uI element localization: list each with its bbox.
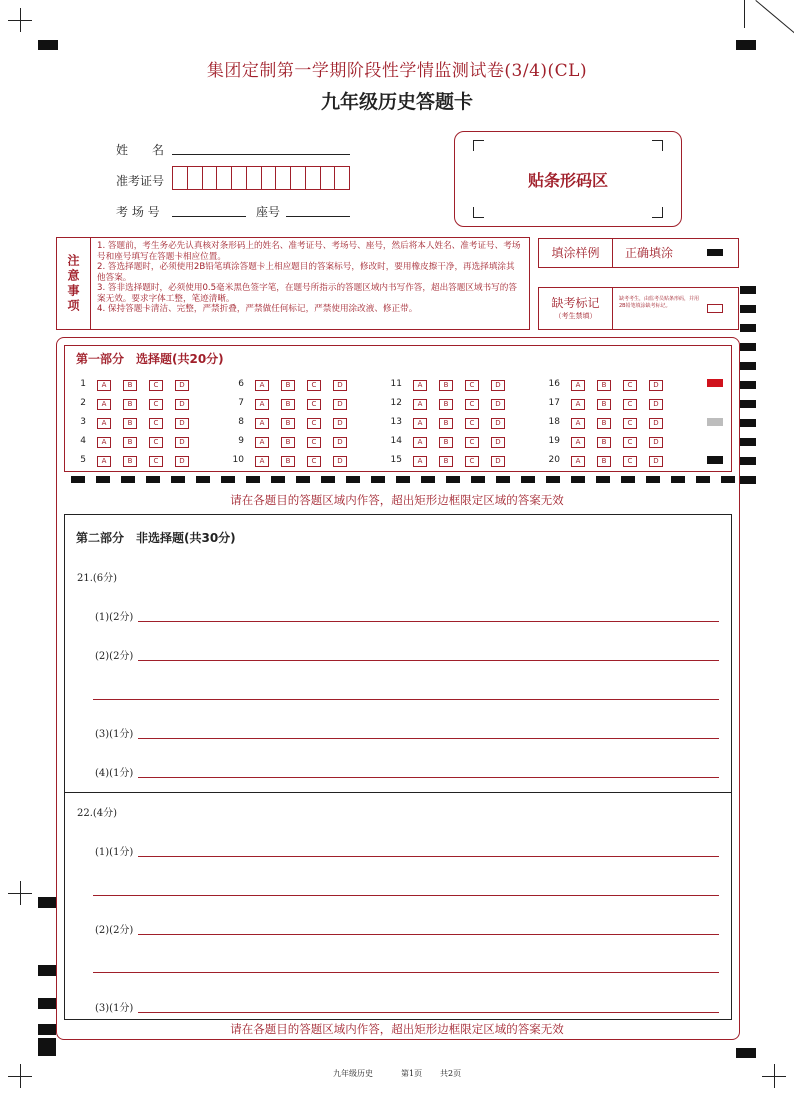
calibration-mark: [707, 379, 723, 387]
side-timing-mark: [740, 457, 756, 465]
mc-option-bubble[interactable]: D: [491, 456, 505, 467]
q22-sub1-label: (1)(1分): [95, 847, 134, 858]
alignment-mark: [736, 1048, 756, 1058]
mc-option-bubble[interactable]: B: [597, 418, 611, 429]
timing-mark: [321, 476, 335, 483]
timing-mark: [246, 476, 260, 483]
mc-option-bubble[interactable]: B: [123, 437, 137, 448]
mc-option-bubble[interactable]: B: [439, 456, 453, 467]
mc-option-bubble[interactable]: D: [175, 456, 189, 467]
mc-option-bubble[interactable]: C: [465, 418, 479, 429]
mc-option-bubble[interactable]: B: [281, 418, 295, 429]
timing-mark: [471, 476, 485, 483]
mc-option-bubble[interactable]: A: [97, 418, 111, 429]
seat-field[interactable]: [286, 216, 350, 217]
mc-option-bubble[interactable]: C: [623, 456, 637, 467]
timing-mark: [521, 476, 535, 483]
mc-question-number: 12: [390, 398, 402, 408]
mc-option-bubble[interactable]: B: [281, 437, 295, 448]
mc-option-bubble[interactable]: B: [123, 456, 137, 467]
mc-option-bubble[interactable]: A: [571, 380, 585, 391]
absent-checkbox[interactable]: [707, 304, 723, 313]
side-timing-mark: [740, 381, 756, 389]
mc-option-bubble[interactable]: C: [307, 437, 321, 448]
mc-question-number: 4: [80, 436, 86, 446]
mc-option-bubble[interactable]: A: [255, 437, 269, 448]
mc-option-bubble[interactable]: D: [491, 399, 505, 410]
q22-sub3-line[interactable]: [138, 1012, 719, 1013]
timing-mark: [96, 476, 110, 483]
mc-option-bubble[interactable]: A: [571, 437, 585, 448]
mc-question-number: 9: [238, 436, 244, 446]
part2-title: 第二部分 非选择题(共30分): [76, 531, 236, 545]
footer-total: 共2页: [440, 1069, 462, 1078]
mc-option-bubble[interactable]: A: [413, 399, 427, 410]
mc-question-number: 15: [390, 455, 402, 465]
mc-question-number: 5: [80, 455, 86, 465]
absent-sub: （考生禁填）: [554, 312, 597, 320]
mc-question-number: 14: [390, 436, 402, 446]
side-timing-mark: [38, 897, 56, 908]
exam-title: 集团定制第一学期阶段性学情监测试卷(3/4)(CL): [206, 61, 588, 81]
mc-question-number: 11: [390, 379, 402, 389]
crop-mark-top-left-v: [20, 8, 21, 32]
mc-option-bubble[interactable]: C: [465, 456, 479, 467]
footer-page: 第1页: [401, 1069, 423, 1078]
timing-mark: [371, 476, 385, 483]
side-timing-mark: [740, 286, 756, 294]
crop-mark-bottom-right-v: [774, 1064, 775, 1088]
mc-option-bubble[interactable]: C: [307, 456, 321, 467]
mc-option-bubble[interactable]: B: [439, 418, 453, 429]
mc-option-bubble[interactable]: B: [281, 399, 295, 410]
timing-mark: [596, 476, 610, 483]
timing-mark: [421, 476, 435, 483]
mc-option-bubble[interactable]: C: [623, 380, 637, 391]
mc-option-bubble[interactable]: A: [571, 399, 585, 410]
timing-mark: [121, 476, 135, 483]
card-title: 九年级历史答题卡: [320, 91, 473, 113]
mc-option-bubble[interactable]: D: [649, 437, 663, 448]
mc-option-bubble[interactable]: C: [465, 437, 479, 448]
mc-option-bubble[interactable]: C: [465, 399, 479, 410]
seat-label: 座号: [256, 205, 281, 219]
mc-option-bubble[interactable]: D: [491, 380, 505, 391]
correct-fill-label: 正确填涂: [625, 246, 674, 260]
mc-question-number: 16: [548, 379, 560, 389]
mc-option-bubble[interactable]: B: [281, 380, 295, 391]
side-timing-mark: [740, 419, 756, 427]
timing-mark: [71, 476, 85, 483]
mc-question-number: 8: [238, 417, 244, 427]
mc-option-bubble[interactable]: C: [623, 418, 637, 429]
answer-warning-top: 请在各题目的答题区域内作答，超出矩形边框限定区域的答案无效: [230, 493, 564, 507]
mc-option-bubble[interactable]: D: [175, 418, 189, 429]
q21-sub2-line-extra[interactable]: [93, 699, 719, 700]
timing-mark: [271, 476, 285, 483]
side-timing-mark: [740, 400, 756, 408]
crop-mark-top-right: [744, 0, 745, 28]
mc-question-number: 13: [390, 417, 402, 427]
question-21-label: 21.(6分): [77, 573, 118, 584]
mc-option-bubble[interactable]: C: [149, 437, 163, 448]
barcode-label: 贴条形码区: [527, 171, 608, 190]
mc-option-bubble[interactable]: D: [175, 399, 189, 410]
answer-warning-bottom: 请在各题目的答题区域内作答，超出矩形边框限定区域的答案无效: [230, 1022, 564, 1036]
q21-sub3-label: (3)(1分): [95, 729, 134, 740]
mc-option-bubble[interactable]: D: [491, 418, 505, 429]
mc-option-bubble[interactable]: B: [123, 418, 137, 429]
mc-question-number: 2: [80, 398, 86, 408]
name-field[interactable]: [172, 154, 350, 155]
mc-option-bubble[interactable]: C: [149, 380, 163, 391]
notice-item: 4. 保持答题卡清洁、完整，严禁折叠，严禁做任何标记，严禁使用涂改液、修正带。: [97, 304, 418, 314]
q21-sub3-line[interactable]: [138, 738, 719, 739]
mc-option-bubble[interactable]: B: [439, 380, 453, 391]
mc-option-bubble[interactable]: D: [491, 437, 505, 448]
mc-option-bubble[interactable]: D: [649, 418, 663, 429]
fill-example-box: [538, 238, 739, 268]
mc-option-bubble[interactable]: B: [281, 456, 295, 467]
timing-mark: [621, 476, 635, 483]
mc-option-bubble[interactable]: A: [255, 418, 269, 429]
timing-mark: [696, 476, 710, 483]
absent-note: 缺考考生，由监考员贴条形码，并用2B铅笔填涂缺考标记。: [619, 296, 700, 309]
mc-option-bubble[interactable]: C: [307, 399, 321, 410]
timing-mark: [446, 476, 460, 483]
notice-side-label: 注意事项: [57, 238, 91, 329]
mc-option-bubble[interactable]: B: [597, 380, 611, 391]
name-label: 姓 名: [116, 143, 165, 157]
notice-item: 1. 答题前，考生务必先认真核对条形码上的姓名、准考证号、考场号、座号，然后将本人姓名、准考证号、考场号和座号填写在答题卡相应位置。: [97, 241, 521, 262]
notice-item: 3. 答非选择题时，必须使用0.5毫米黑色签字笔，在题号所指示的答题区域内书写作答，超出答题区域书写的答案无效。要求字体工整，笔迹清晰。: [97, 283, 517, 304]
crop-mark-diagonal: [755, 0, 794, 36]
part1-title: 第一部分 选择题(共20分): [76, 352, 224, 366]
mc-question-number: 18: [548, 417, 560, 427]
q22-sub2-line-extra[interactable]: [93, 972, 719, 973]
mc-question-number: 7: [238, 398, 244, 408]
mc-option-bubble[interactable]: C: [149, 399, 163, 410]
timing-mark: [196, 476, 210, 483]
side-timing-mark: [740, 476, 756, 484]
crop-mark-left-mid-v: [20, 881, 21, 905]
fill-example-label: 填涂样例: [539, 239, 613, 267]
side-timing-mark: [38, 965, 56, 976]
side-timing-mark: [38, 998, 56, 1009]
absent-mark-box: [538, 287, 739, 330]
mc-option-bubble[interactable]: C: [623, 399, 637, 410]
mc-option-bubble[interactable]: B: [439, 437, 453, 448]
mc-option-bubble[interactable]: D: [333, 456, 347, 467]
side-timing-mark: [740, 362, 756, 370]
mc-option-bubble[interactable]: D: [333, 399, 347, 410]
mc-question-number: 17: [548, 398, 560, 408]
mc-option-bubble[interactable]: A: [571, 418, 585, 429]
mc-option-bubble[interactable]: A: [571, 456, 585, 467]
q22-sub2-line[interactable]: [138, 934, 719, 935]
side-timing-mark: [38, 1038, 56, 1056]
mc-option-bubble[interactable]: A: [413, 418, 427, 429]
mc-option-bubble[interactable]: B: [123, 399, 137, 410]
mc-option-bubble[interactable]: A: [413, 380, 427, 391]
q21-sub1-label: (1)(2分): [95, 612, 134, 623]
room-label: 考 场 号: [116, 205, 160, 219]
alignment-mark: [736, 40, 756, 50]
barcode-area: [454, 131, 682, 227]
q22-sub1-line[interactable]: [138, 856, 719, 857]
mc-option-bubble[interactable]: D: [649, 380, 663, 391]
timing-mark: [721, 476, 735, 483]
q21-sub4-label: (4)(1分): [95, 768, 134, 779]
calibration-mark: [707, 456, 723, 464]
mc-question-number: 20: [548, 455, 560, 465]
q21-sub2-line[interactable]: [138, 660, 719, 661]
mc-option-bubble[interactable]: D: [649, 456, 663, 467]
side-timing-mark: [740, 343, 756, 351]
mc-option-bubble[interactable]: D: [649, 399, 663, 410]
mc-option-bubble[interactable]: D: [333, 418, 347, 429]
mc-option-bubble[interactable]: C: [307, 418, 321, 429]
mc-option-bubble[interactable]: A: [255, 380, 269, 391]
mc-option-bubble[interactable]: B: [597, 437, 611, 448]
notice-item: 2. 答选择题时，必须使用2B铅笔填涂答题卡上相应题目的答案标号，修改时，要用橡皮擦干净，再选择填涂其他答案。: [97, 262, 515, 283]
notice-box: [56, 237, 530, 330]
side-timing-mark: [740, 438, 756, 446]
timing-mark: [146, 476, 160, 483]
timing-mark: [396, 476, 410, 483]
timing-mark: [546, 476, 560, 483]
timing-mark: [571, 476, 585, 483]
q22-sub3-label: (3)(1分): [95, 1003, 134, 1014]
mc-option-bubble[interactable]: D: [333, 380, 347, 391]
timing-mark: [221, 476, 235, 483]
correct-fill-sample: [707, 249, 723, 256]
calibration-mark: [707, 418, 723, 426]
mc-option-bubble[interactable]: B: [597, 399, 611, 410]
mc-question-number: 19: [548, 436, 560, 446]
mc-option-bubble[interactable]: C: [149, 456, 163, 467]
timing-mark: [296, 476, 310, 483]
alignment-mark: [38, 40, 58, 50]
mc-option-bubble[interactable]: C: [623, 437, 637, 448]
mc-option-bubble[interactable]: C: [149, 418, 163, 429]
timing-mark: [671, 476, 685, 483]
absent-label: 缺考标记: [551, 296, 600, 310]
question-22-label: 22.(4分): [77, 808, 118, 819]
timing-mark: [496, 476, 510, 483]
mc-option-bubble[interactable]: D: [175, 437, 189, 448]
room-field[interactable]: [172, 216, 246, 217]
mc-question-number: 10: [232, 455, 244, 465]
mc-option-bubble[interactable]: C: [307, 380, 321, 391]
crop-mark-bottom-left-v: [20, 1064, 21, 1088]
mc-option-bubble[interactable]: D: [333, 437, 347, 448]
mc-option-bubble[interactable]: A: [255, 399, 269, 410]
mc-option-bubble[interactable]: B: [597, 456, 611, 467]
mc-option-bubble[interactable]: B: [439, 399, 453, 410]
exam-id-boxes[interactable]: [172, 166, 350, 190]
q21-sub1-line[interactable]: [138, 621, 719, 622]
q22-sub2-label: (2)(2分): [95, 925, 134, 936]
mc-question-number: 3: [80, 417, 86, 427]
footer-subject: 九年级历史: [333, 1069, 373, 1078]
part2-divider: [64, 792, 731, 793]
mc-option-bubble[interactable]: C: [465, 380, 479, 391]
mc-option-bubble[interactable]: A: [97, 380, 111, 391]
timing-mark: [171, 476, 185, 483]
mc-option-bubble[interactable]: A: [255, 456, 269, 467]
mc-question-number: 1: [80, 379, 86, 389]
side-timing-mark: [740, 324, 756, 332]
mc-option-bubble[interactable]: A: [97, 437, 111, 448]
part2-box: [64, 514, 732, 1020]
mc-question-number: 6: [238, 379, 244, 389]
mc-option-bubble[interactable]: D: [175, 380, 189, 391]
q22-sub1-line-extra[interactable]: [93, 895, 719, 896]
timing-mark: [346, 476, 360, 483]
q21-sub4-line[interactable]: [138, 777, 719, 778]
mc-option-bubble[interactable]: B: [123, 380, 137, 391]
mc-option-bubble[interactable]: A: [413, 437, 427, 448]
mc-option-bubble[interactable]: A: [97, 399, 111, 410]
timing-mark: [646, 476, 660, 483]
mc-option-bubble[interactable]: A: [97, 456, 111, 467]
exam-id-label: 准考证号: [116, 174, 165, 188]
q21-sub2-label: (2)(2分): [95, 651, 134, 662]
mc-option-bubble[interactable]: A: [413, 456, 427, 467]
side-timing-mark: [740, 305, 756, 313]
